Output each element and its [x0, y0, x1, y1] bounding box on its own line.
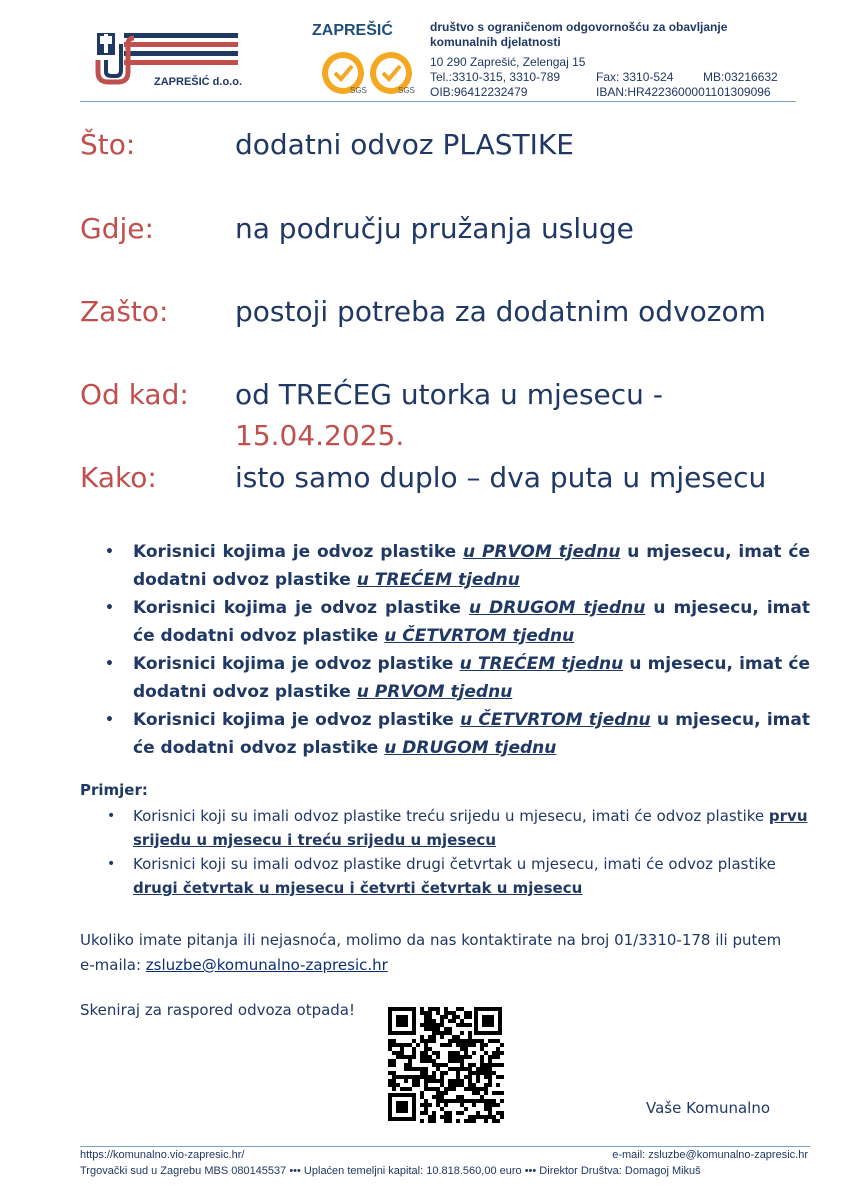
- contact-paragraph: [80, 928, 800, 978]
- rule-item: • Korisnici kojima je odvoz plastike u ČETVRTOM tjednu u mjesecu, imat će dodatni odvoz plastike u DRUGOM tjednu: [105, 706, 810, 762]
- example-item: • Korisnici koji su imali odvoz plastike drugi četvrtak u mjesecu, imati će odvoz plastike drugi četvrtak u mjesecu i četvrti četvrtak u mjesecu: [105, 852, 810, 900]
- company-address: 10 290 Zaprešić, Zelengaj 15: [430, 55, 586, 69]
- value-gdje: na području pružanja usluge: [235, 212, 634, 245]
- signoff: Vaše Komunalno: [646, 1099, 771, 1117]
- qr-code[interactable]: [386, 1005, 504, 1123]
- company-iban: IBAN:HR4223600001101309096: [596, 85, 771, 99]
- label-od-kad: Od kad:: [80, 378, 189, 411]
- cert-label: SGS: [398, 86, 415, 95]
- logo-text: ZAPREŠIĆ d.o.o.: [154, 76, 242, 88]
- label-sto: Što:: [80, 128, 136, 161]
- company-mb: MB:03216632: [703, 70, 778, 84]
- company-fax: Fax: 3310-524: [596, 70, 674, 84]
- label-kako: Kako:: [80, 461, 157, 494]
- label-zasto: Zašto:: [80, 295, 169, 328]
- footer-divider: [80, 1146, 810, 1147]
- company-tel: Tel.:3310-315, 3310-789: [430, 70, 561, 84]
- cert-label: SGS: [350, 86, 367, 95]
- cert-badge-1: [320, 50, 366, 100]
- cert-badge-2: [368, 50, 414, 100]
- rule-item: • Korisnici kojima je odvoz plastike u DRUGOM tjednu u mjesecu, imat će dodatni odvoz plastike u ČETVRTOM tjednu: [105, 594, 810, 650]
- example-list: [105, 804, 810, 900]
- header-divider: [80, 101, 796, 102]
- company-description: društvo s ograničenom odgovornošću za obavljanje komunalnih djelatnosti: [430, 20, 728, 49]
- label-gdje: Gdje:: [80, 212, 154, 245]
- value-kako: isto samo duplo – dva puta u mjesecu: [235, 461, 767, 494]
- contact-email-link[interactable]: zsluzbe@komunalno-zapresic.hr: [145, 956, 388, 974]
- schedule-rules-list: [105, 538, 810, 762]
- example-title: Primjer:: [80, 781, 148, 799]
- value-zasto: postoji potreba za dodatnim odvozom: [235, 295, 766, 328]
- value-sto: dodatni odvoz PLASTIKE: [235, 128, 574, 161]
- company-oib: OIB:96412232479: [430, 85, 528, 99]
- rule-item: • Korisnici kojima je odvoz plastike u TREĆEM tjednu u mjesecu, imat će dodatni odvoz plastike u PRVOM tjednu: [105, 650, 810, 706]
- rule-item: • Korisnici kojima je odvoz plastike u PRVOM tjednu u mjesecu, imat će dodatni odvoz plastike u TREĆEM tjednu: [105, 538, 810, 594]
- start-date: 15.04.2025.: [235, 419, 405, 452]
- footer-legal: Trgovački sud u Zagrebu MBS 080145537 ••• Uplaćen temeljni kapital: 10.818.560,00 euro ••• Direktor Društva: Domagoj Mikuš: [80, 1165, 701, 1177]
- contact-text: Ukoliko imate pitanja ili nejasnoća, molimo da nas kontaktirate na broj 01/3310-178 ili putem e-maila:: [80, 931, 782, 974]
- footer-email[interactable]: e-mail: zsluzbe@komunalno-zapresic.hr: [612, 1149, 808, 1161]
- brand-name: ZAPREŠIĆ: [312, 22, 393, 39]
- value-od-kad: od TREĆEG utorka u mjesecu -: [235, 378, 663, 411]
- scan-instruction: Skeniraj za raspored odvoza otpada!: [80, 1001, 356, 1019]
- example-item: • Korisnici koji su imali odvoz plastike treću srijedu u mjesecu, imati će odvoz plastike prvu srijedu u mjesecu i treću srijedu u mjesecu: [105, 804, 810, 852]
- footer-website[interactable]: https://komunalno.vio-zapresic.hr/: [80, 1149, 245, 1161]
